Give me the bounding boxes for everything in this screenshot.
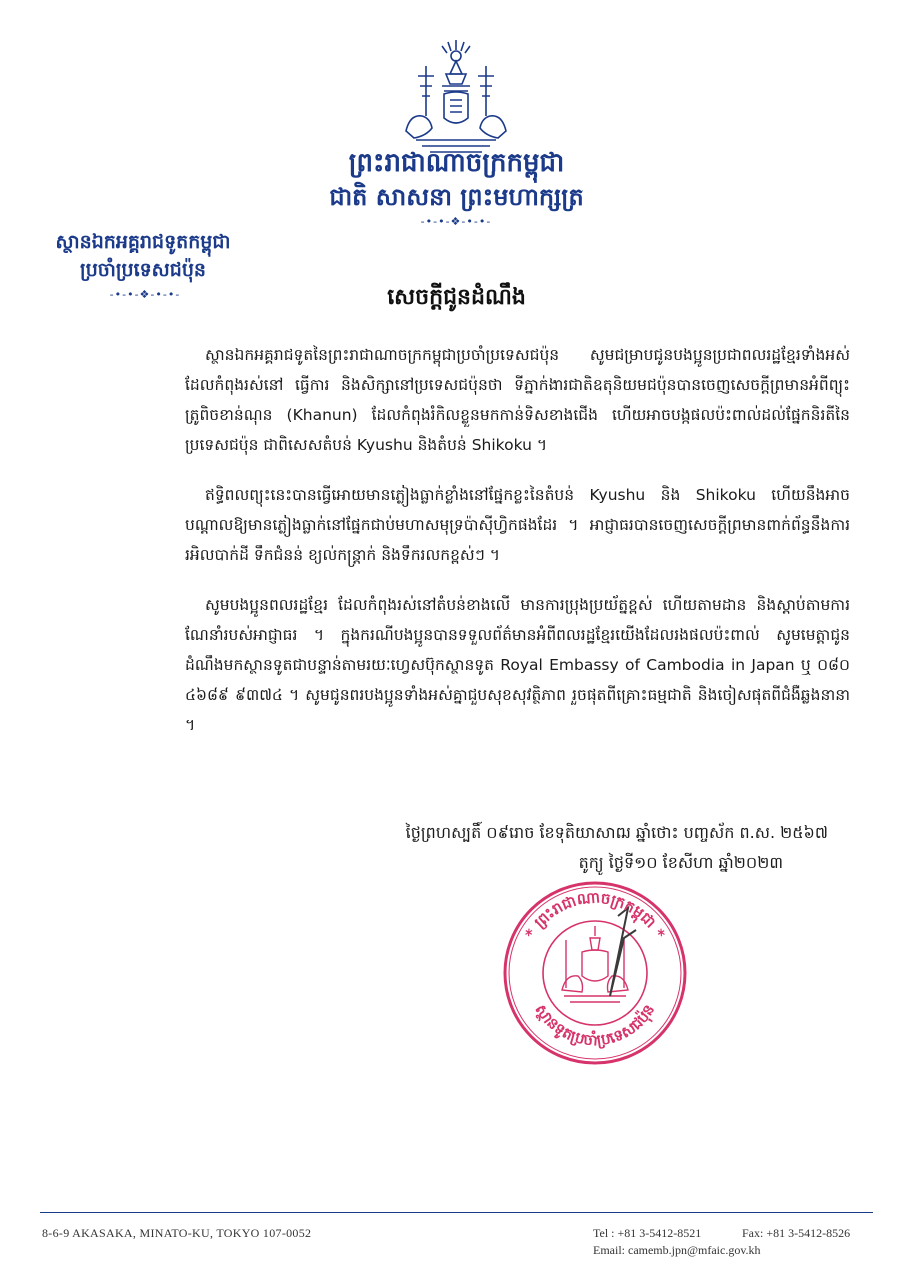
embassy-ornament: -•-•-❖-•-•- <box>109 288 181 301</box>
footer-divider <box>40 1212 873 1213</box>
embassy-name: ស្ថានឯកអគ្គរាជទូតកម្ពុជា <box>55 231 231 253</box>
footer-telephone: Tel : +81 3-5412-8521 <box>593 1226 702 1240</box>
solar-date: តូក្យូ ថ្ងៃទី១០ ខែសីហា ឆ្នាំ២០២៣ <box>578 853 783 872</box>
footer-email: Email: camemb.jpn@mfaic.gov.kh <box>593 1243 761 1257</box>
notice-body <box>185 340 850 760</box>
lunar-date: ថ្ងៃព្រហស្បតិ៍ ០៩រោច ខែទុតិយាសាឍ ឆ្នាំថោះ បញ្ចស័ក ព.ស. ២៥៦៧ <box>405 823 828 842</box>
official-seal-icon <box>500 878 690 1068</box>
kingdom-name: ព្រះរាជាណាចក្រកម្ពុជា <box>348 148 565 178</box>
footer-fax: Fax: +81 3-5412-8526 <box>742 1226 851 1240</box>
svg-text:* ព្រះរាជាណាចក្រកម្ពុជា *: * ព្រះរាជាណាចក្រកម្ពុជា * <box>521 888 669 942</box>
embassy-location: ប្រចាំប្រទេសជប៉ុន <box>80 259 206 281</box>
kingdom-motto: ជាតិ សាសនា ព្រះមហាក្សត្រ <box>329 183 584 211</box>
paragraph-2: ឥទ្ធិពលព្យុះនេះបានធ្វើអោយមានភ្លៀងធ្លាក់ខ្លាំងនៅផ្នែកខ្លះនៃតំបន់ Kyushu និង Shikoku ហើយនឹងអាចបណ្ដាលឱ្យមានភ្លៀងធ្លាក់នៅផ្នែកជាប់មហាសមុទ្រប៉ាស៊ីហ្វិកផងដែរ ។ អាជ្ញាធរបានចេញសេចក្ដីព្រមានពាក់ព័ន្ធនឹងការរអិលបាក់ដី ទឹកជំនន់ ខ្យល់កន្ត្រាក់ និងទឹករលកខ្ពស់ៗ ។ <box>185 486 850 564</box>
paragraph-1: ស្ថានឯកអគ្គរាជទូតនៃព្រះរាជាណាចក្រកម្ពុជាប្រចាំប្រទេសជប៉ុន សូមជម្រាបជូនបងប្អូនប្រជាពលរដ្ឋខ្មែរទាំងអស់ដែលកំពុងរស់នៅ ធ្វើការ និងសិក្សានៅប្រទេសជប៉ុនថា ទីភ្នាក់ងារជាតិឧតុនិយមជប៉ុនបានចេញសេចក្ដីព្រមានអំពីព្យុះត្រូពិចខាន់ណុន (Khanun) ដែលកំពុងរំកិលខ្លួនមកកាន់ទិសខាងជើង ហើយអាចបង្កផលប៉ះពាល់ដល់ផ្នែកនិរតីនៃប្រទេសជប៉ុន ជាពិសេសតំបន់ Kyushu និងតំបន់ Shikoku ។ <box>185 346 850 454</box>
paragraph-3: សូមបងប្អូនពលរដ្ឋខ្មែរ ដែលកំពុងរស់នៅតំបន់ខាងលើ មានការប្រុងប្រយ័ត្នខ្ពស់ ហើយតាមដាន និងស្ដាប់តាមការណែនាំរបស់អាជ្ញាធរ ។ ក្នុងករណីបងប្អូនបានទទួលព័ត៌មានអំពីពលរដ្ឋខ្មែរយើងដែលរងផលប៉ះពាល់ សូមមេត្តាជូនដំណឹងមកស្ថានទូតជាបន្ទាន់តាមរយៈហ្វេសប៊ុកស្ថានទូត Royal Embassy of Cambodia in Japan ឬ ០៨០ ៤៦៨៩ ៩៣៧៤ ។ សូមជូនពរបងប្អូនទាំងអស់គ្នាជួបសុខសុវត្ថិភាព រួចផុតពីគ្រោះធម្មជាតិ និងចៀសផុតពីជំងឺឆ្លងនានា ។ <box>185 596 850 734</box>
notice-title: សេចក្ដីជូនដំណឹង <box>387 285 526 310</box>
footer-address: 8-6-9 AKASAKA, MINATO-KU, TOKYO 107-0052 <box>42 1226 312 1240</box>
svg-text:ស្ថានទូតប្រចាំប្រទេសជប៉ុន: ស្ថានទូតប្រចាំប្រទេសជប៉ុន <box>531 1000 659 1050</box>
header-ornament: -•-•-❖-•-•- <box>420 215 492 228</box>
royal-crest-icon <box>396 36 516 156</box>
